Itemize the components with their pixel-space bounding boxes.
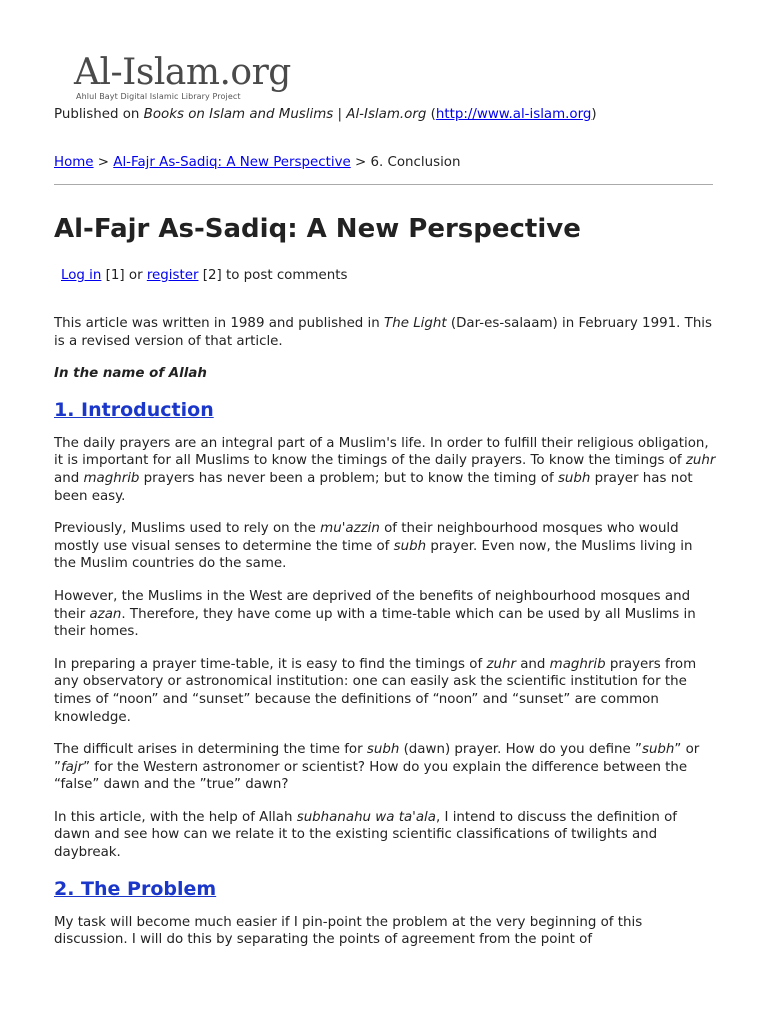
paragraph: My task will become much easier if I pin-point the problem at the very beginning of this discussion. I will do this by separating the points of agreement from the point of — [54, 914, 643, 948]
bismillah-line: In the name of Allah — [54, 366, 207, 382]
paragraph: The daily prayers are an integral part of a Muslim's life. In order to fulfill their religious obligation, it is important for all Muslims to know the timings of the daily prayers. To know the timings of zuhr and maghrib prayers has never been a problem; but to know the timing of subh prayer has not been easy. — [54, 435, 716, 504]
header-divider — [54, 184, 713, 185]
paragraph: In this article, with the help of Allah subhanahu wa ta'ala, I intend to discuss the definition of dawn and see how can we relate it to the existing scientific classifications of twilights and daybreak. — [54, 809, 678, 861]
article-body — [54, 315, 716, 964]
site-url-link[interactable]: http://www.al-islam.org — [435, 107, 592, 122]
paragraph: However, the Muslims in the West are deprived of the benefits of neighbourhood mosques and their azan. Therefore, they have come up with a time-table which can be used by all Muslims in their homes. — [54, 588, 696, 640]
section-heading-introduction — [54, 398, 716, 422]
published-line: Published on Books on Islam and Muslims | Al-Islam.org (http://www.al-islam.org) — [54, 107, 597, 122]
page-title: Al-Fajr As-Sadiq: A New Perspective — [54, 214, 581, 244]
logo-wordmark: Al-Islam.org — [74, 52, 291, 93]
section-link-introduction[interactable]: 1. Introduction — [54, 398, 214, 421]
register-link[interactable]: register — [146, 268, 199, 283]
breadcrumb-book-link[interactable]: Al-Fajr As-Sadiq: A New Perspective — [113, 155, 351, 170]
paragraph: The difficult arises in determining the time for subh (dawn) prayer. How do you define ”subh” or ”fajr” for the Western astronomer or scientist? How do you explain the difference between the “false” dawn and the ”true” dawn? — [54, 742, 700, 793]
breadcrumb: Home > Al-Fajr As-Sadiq: A New Perspective > 6. Conclusion — [54, 155, 461, 170]
site-name: Al-Islam.org — [346, 107, 427, 122]
breadcrumb-current: 6. Conclusion — [370, 155, 461, 170]
site-logo[interactable] — [74, 52, 291, 101]
section-heading-problem — [54, 877, 716, 901]
login-link[interactable]: Log in — [61, 268, 102, 283]
article-note: This article was written in 1989 and published in The Light (Dar-es-salaam) in February 1991. This is a revised version of that article. — [54, 316, 712, 349]
login-line: Log in [1] or register [2] to post comments — [61, 268, 348, 283]
paragraph: Previously, Muslims used to rely on the mu'azzin of their neighbourhood mosques who would mostly use visual senses to determine the time of subh prayer. Even now, the Muslims living in the Muslim countries do the same. — [54, 521, 693, 572]
paragraph: In preparing a prayer time-table, it is easy to find the timings of zuhr and maghrib prayers from any observatory or astronomical institution: one can easily ask the scientific institution for the times of “noon” and “sunset” because the definitions of “noon” and “sunset” are common knowledge. — [54, 656, 697, 725]
section-link-problem[interactable]: 2. The Problem — [54, 877, 217, 900]
logo-tagline: Ahlul Bayt Digital Islamic Library Project — [76, 92, 241, 101]
breadcrumb-home-link[interactable]: Home — [54, 155, 94, 170]
site-title: Books on Islam and Muslims — [143, 107, 334, 122]
